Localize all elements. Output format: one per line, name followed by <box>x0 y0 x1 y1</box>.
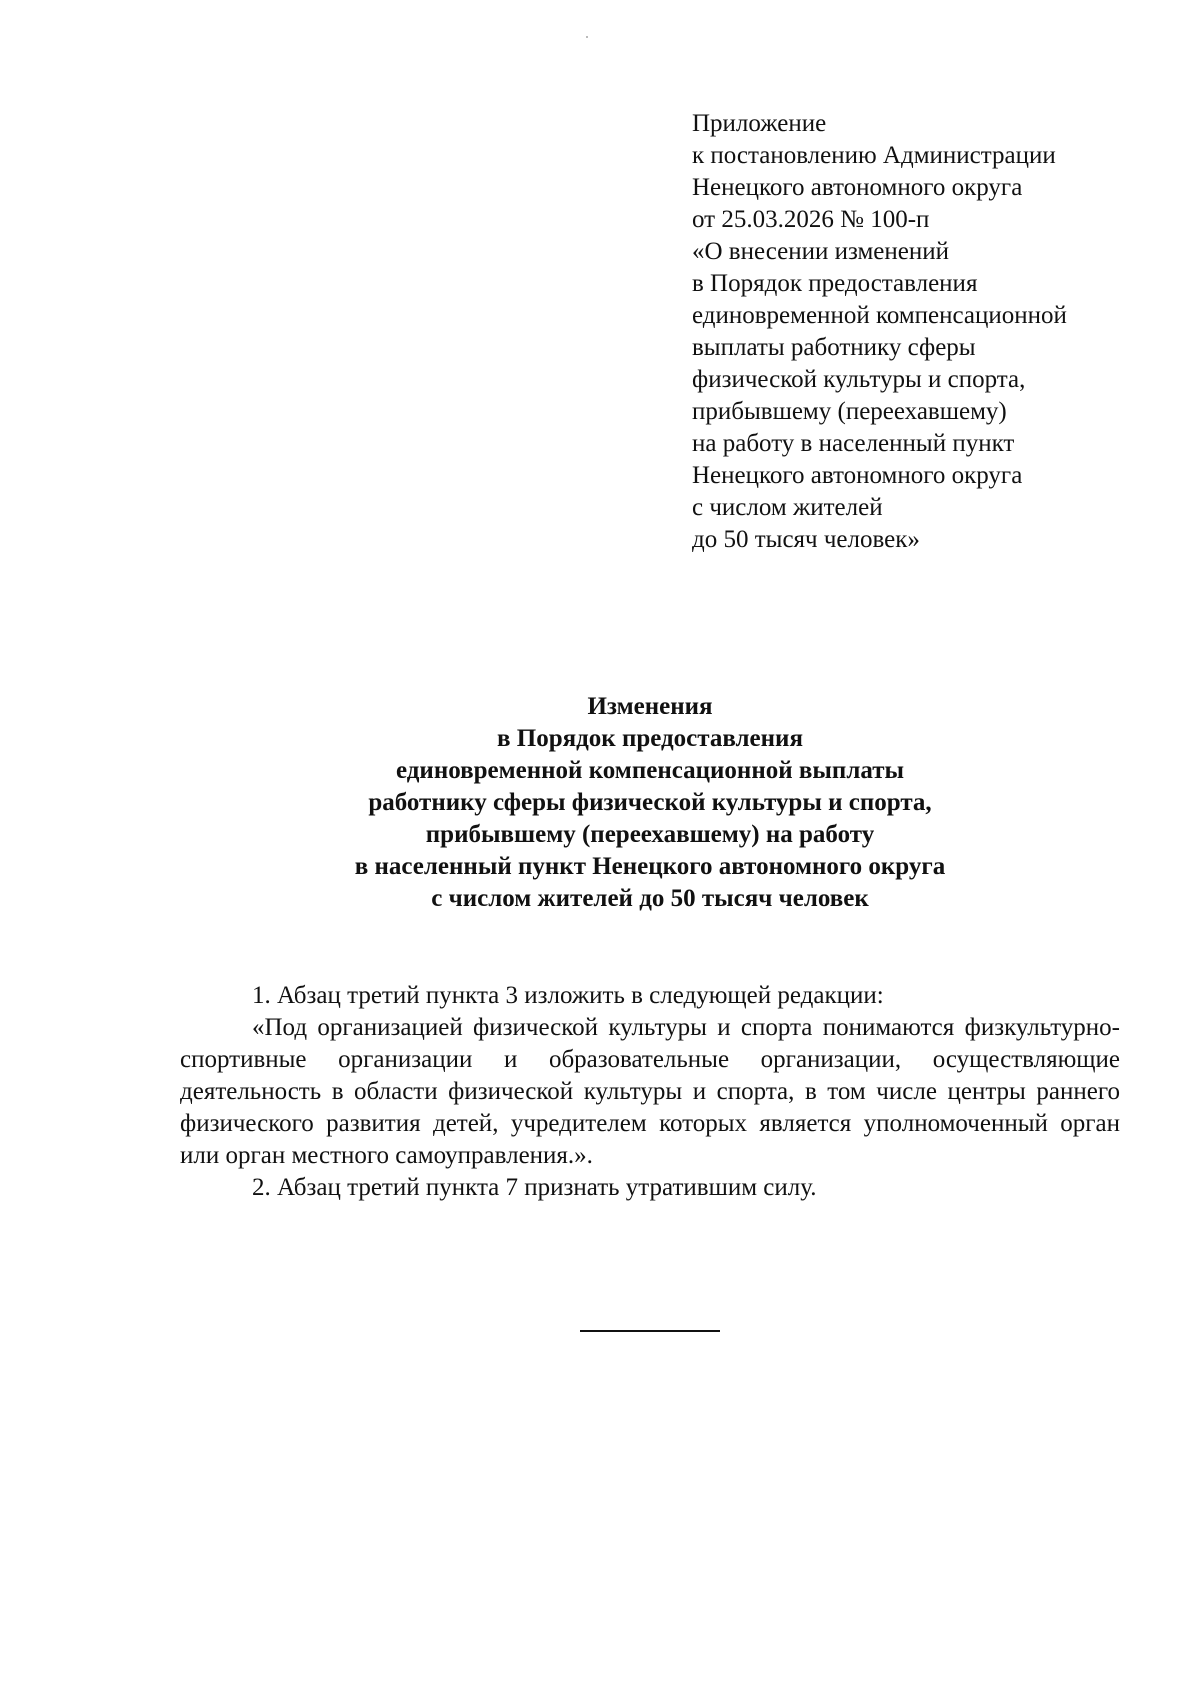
title-line: прибывшему (переехавшему) на работу <box>425 821 875 848</box>
appendix-line: до 50 тысяч человек» <box>692 526 920 553</box>
appendix-header <box>692 108 1162 556</box>
title-line: единовременной компенсационной выплаты <box>396 757 904 784</box>
appendix-line: с числом жителей <box>692 494 883 521</box>
appendix-line: единовременной компенсационной <box>692 302 1067 329</box>
document-title <box>180 691 1120 915</box>
document-body <box>180 980 1120 1204</box>
title-line: в населенный пункт Ненецкого автономного округа <box>354 853 946 880</box>
amendment-item-1: 1. Абзац третий пункта 3 изложить в следующей редакции: <box>252 982 884 1009</box>
title-line: Изменения <box>587 693 713 720</box>
appendix-line: на работу в населенный пункт <box>692 430 1015 457</box>
closing-divider <box>580 1330 720 1332</box>
amendment-quote: «Под организацией физической культуры и спорта понимаются физкультурно-спортивные организации и образовательные организации, осуществляющие деятельность в области физической культуры и спорта, в том числе центры раннего физического развития детей, учредителем которых является уполномоченный орган или орган местного самоуправления.». <box>180 1014 1120 1169</box>
scan-artifact <box>586 36 588 38</box>
appendix-line: от 25.03.2026 № 100-п <box>692 206 930 233</box>
appendix-line: Ненецкого автономного округа <box>692 462 1023 489</box>
amendment-item-2: 2. Абзац третий пункта 7 признать утратившим силу. <box>252 1174 817 1201</box>
title-line: с числом жителей до 50 тысяч человек <box>431 885 869 912</box>
appendix-line: в Порядок предоставления <box>692 270 978 297</box>
title-line: в Порядок предоставления <box>497 725 803 752</box>
appendix-line: выплаты работнику сферы <box>692 334 976 361</box>
appendix-line: «О внесении изменений <box>692 238 950 265</box>
appendix-line: Приложение <box>692 110 827 137</box>
appendix-line: прибывшему (переехавшему) <box>692 398 1007 425</box>
title-line: работнику сферы физической культуры и спорта, <box>368 789 932 816</box>
appendix-line: физической культуры и спорта, <box>692 366 1026 393</box>
appendix-line: к постановлению Администрации <box>692 142 1056 169</box>
appendix-line: Ненецкого автономного округа <box>692 174 1023 201</box>
